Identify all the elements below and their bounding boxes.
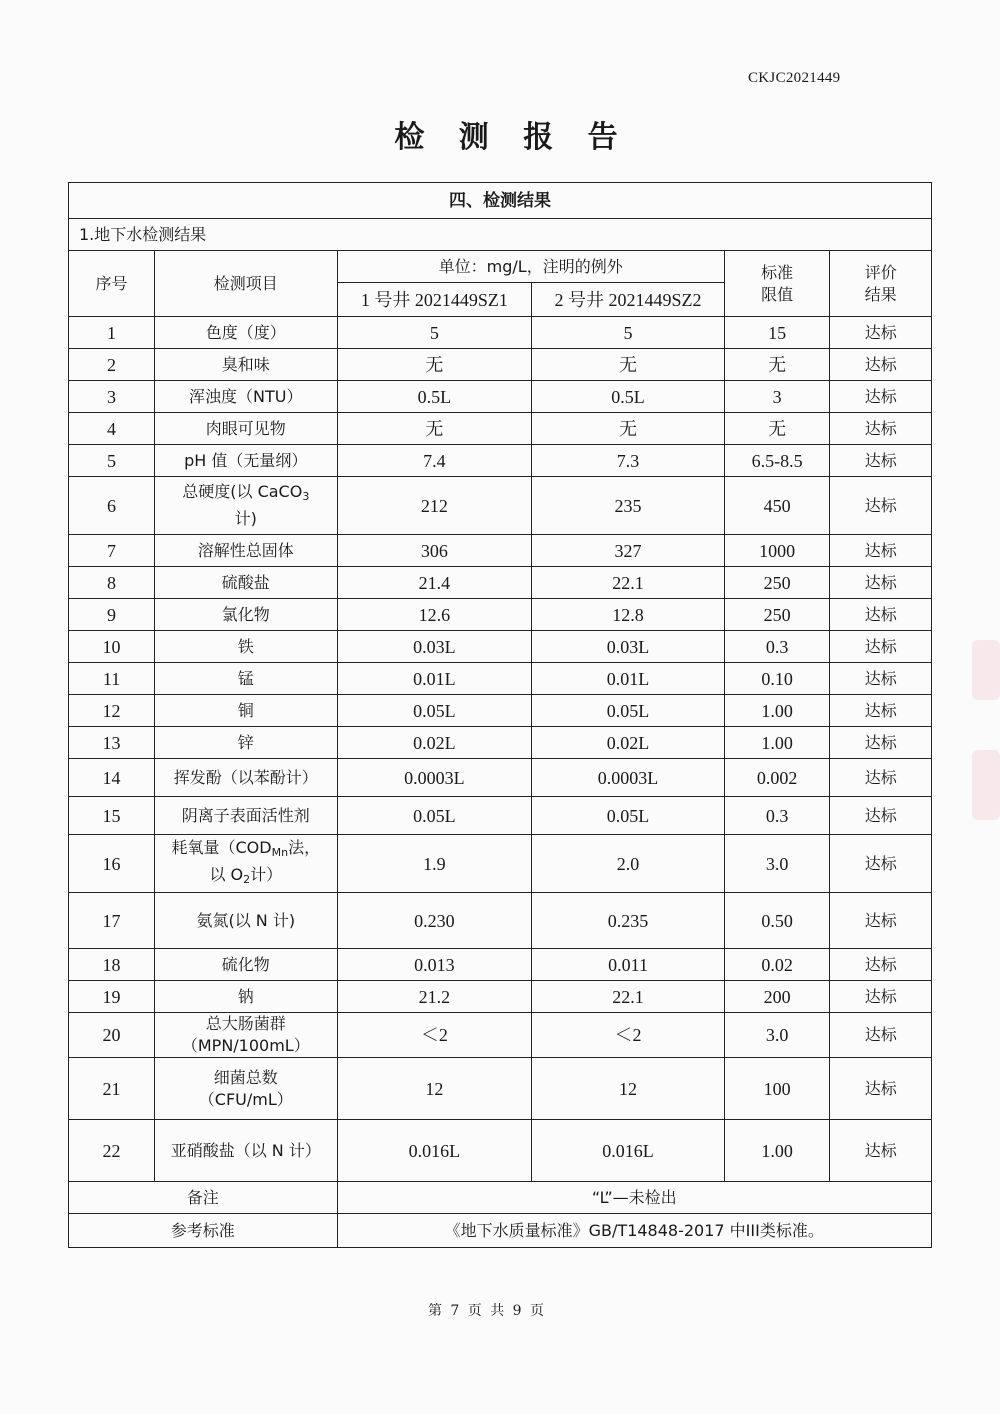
header-row-1	[69, 251, 932, 283]
table-row	[69, 631, 932, 663]
row-well2-value: 0.02L	[532, 727, 725, 759]
row-item-line1	[157, 837, 334, 864]
row-seq: 15	[69, 797, 155, 835]
row-well2-value: 0.016L	[532, 1120, 725, 1182]
row-limit: 15	[724, 317, 830, 349]
row-result: 达标	[830, 1013, 932, 1058]
row-well1-value: 306	[337, 535, 532, 567]
header-well2: 2 号井 2021449SZ2	[532, 283, 725, 317]
row-well2-value: 0.235	[532, 893, 725, 949]
row-item-line2: （MPN/100mL）	[181, 1036, 310, 1055]
row-item: 浑浊度（NTU）	[155, 381, 337, 413]
row-item-line1	[157, 1067, 334, 1089]
row-well2-value: 5	[532, 317, 725, 349]
remark-label: 备注	[69, 1182, 338, 1214]
row-item-line2: （CFU/mL）	[198, 1089, 293, 1109]
row-item-subscript: 3	[302, 490, 310, 503]
row-item: 肉眼可见物	[155, 413, 337, 445]
header-seq: 序号	[69, 251, 155, 317]
table-row	[69, 981, 932, 1013]
row-well2-value: 7.3	[532, 445, 725, 477]
row-result: 达标	[830, 349, 932, 381]
header-well1: 1 号井 2021449SZ1	[337, 283, 532, 317]
row-limit: 6.5-8.5	[724, 445, 830, 477]
row-well2-value: 0.01L	[532, 663, 725, 695]
table-row	[69, 727, 932, 759]
row-result: 达标	[830, 567, 932, 599]
row-seq: 3	[69, 381, 155, 413]
row-limit: 0.50	[724, 893, 830, 949]
row-result: 达标	[830, 1120, 932, 1182]
row-item-subscript: Mn	[271, 845, 289, 859]
row-well2-value: 12.8	[532, 599, 725, 631]
row-result: 达标	[830, 981, 932, 1013]
row-item: 钠	[155, 981, 337, 1013]
row-well1-value: 212	[337, 477, 532, 535]
row-item-text: 总大肠菌群	[205, 1014, 286, 1033]
row-well2-value: 0.05L	[532, 797, 725, 835]
row-well1-value: 7.4	[337, 445, 532, 477]
row-limit: 3.0	[724, 835, 830, 893]
row-seq: 16	[69, 835, 155, 893]
row-limit: 1.00	[724, 695, 830, 727]
reference-row	[69, 1214, 932, 1248]
row-well2-value: 0.05L	[532, 695, 725, 727]
row-seq: 22	[69, 1120, 155, 1182]
row-seq: 19	[69, 981, 155, 1013]
table-row	[69, 835, 932, 893]
row-limit: 100	[724, 1058, 830, 1120]
row-item-line2: 计)	[234, 509, 257, 528]
row-item: pH 值（无量纲）	[155, 445, 337, 477]
row-well2-value: ＜2	[532, 1013, 725, 1058]
row-seq: 7	[69, 535, 155, 567]
row-item	[155, 835, 337, 893]
row-seq: 9	[69, 599, 155, 631]
row-result: 达标	[830, 535, 932, 567]
row-result: 达标	[830, 663, 932, 695]
row-item: 挥发酚（以苯酚计）	[155, 759, 337, 797]
row-item: 硫酸盐	[155, 567, 337, 599]
row-well2-value: 22.1	[532, 567, 725, 599]
row-limit: 0.3	[724, 631, 830, 663]
table-row	[69, 1058, 932, 1120]
row-well1-value: 12.6	[337, 599, 532, 631]
subsection-title: 1.地下水检测结果	[69, 219, 932, 251]
row-result: 达标	[830, 631, 932, 663]
row-item: 氯化物	[155, 599, 337, 631]
row-item-text: 以 O	[209, 864, 244, 884]
row-item-text: 耗氧量（COD	[171, 837, 272, 857]
row-result: 达标	[830, 835, 932, 893]
row-item: 锌	[155, 727, 337, 759]
row-limit: 3	[724, 381, 830, 413]
row-well2-value: 2.0	[532, 835, 725, 893]
row-item-text: 总硬度(以 CaCO	[182, 482, 303, 501]
row-seq: 1	[69, 317, 155, 349]
row-well2-value: 0.5L	[532, 381, 725, 413]
table-row	[69, 599, 932, 631]
row-seq: 6	[69, 477, 155, 535]
row-well1-value: ＜2	[337, 1013, 532, 1058]
row-seq: 2	[69, 349, 155, 381]
row-item: 铜	[155, 695, 337, 727]
row-result: 达标	[830, 949, 932, 981]
section-title: 四、检测结果	[69, 183, 932, 219]
row-item: 锰	[155, 663, 337, 695]
row-well2-value: 无	[532, 349, 725, 381]
row-seq: 17	[69, 893, 155, 949]
row-item: 阴离子表面活性剂	[155, 797, 337, 835]
row-well2-value: 0.0003L	[532, 759, 725, 797]
header-result-line2: 结果	[864, 284, 897, 304]
row-well1-value: 无	[337, 413, 532, 445]
row-seq: 11	[69, 663, 155, 695]
reference-label: 参考标准	[69, 1214, 338, 1248]
row-item-text: 细菌总数	[213, 1067, 278, 1087]
row-well2-value: 235	[532, 477, 725, 535]
row-seq: 4	[69, 413, 155, 445]
row-item	[155, 477, 337, 535]
row-item: 臭和味	[155, 349, 337, 381]
row-result: 达标	[830, 381, 932, 413]
header-result	[830, 251, 932, 317]
row-limit: 3.0	[724, 1013, 830, 1058]
table-row	[69, 893, 932, 949]
report-number: CKJC2021449	[748, 70, 841, 86]
row-limit: 0.10	[724, 663, 830, 695]
row-limit: 200	[724, 981, 830, 1013]
row-well1-value: 0.05L	[337, 695, 532, 727]
row-limit: 250	[724, 599, 830, 631]
row-seq: 21	[69, 1058, 155, 1120]
row-limit: 1.00	[724, 1120, 830, 1182]
row-seq: 12	[69, 695, 155, 727]
row-seq: 8	[69, 567, 155, 599]
row-result: 达标	[830, 445, 932, 477]
table-row	[69, 567, 932, 599]
row-well2-value: 22.1	[532, 981, 725, 1013]
reference-value: 《地下水质量标准》GB/T14848-2017 中III类标准。	[337, 1214, 932, 1248]
row-limit: 0.3	[724, 797, 830, 835]
table-row	[69, 477, 932, 535]
table-row	[69, 949, 932, 981]
page-footer: 第 7 页 共 9 页	[427, 1303, 545, 1319]
row-limit: 1.00	[724, 727, 830, 759]
row-well1-value: 0.05L	[337, 797, 532, 835]
row-limit: 0.02	[724, 949, 830, 981]
remark-value: “L”—未检出	[337, 1182, 932, 1214]
row-limit: 450	[724, 477, 830, 535]
row-item-line2	[157, 864, 334, 891]
row-limit: 1000	[724, 535, 830, 567]
seal-stamp-fragment	[972, 640, 1000, 700]
row-well1-value: 0.013	[337, 949, 532, 981]
row-well1-value: 21.2	[337, 981, 532, 1013]
row-limit: 无	[724, 349, 830, 381]
row-well2-value: 无	[532, 413, 725, 445]
row-well1-value: 0.01L	[337, 663, 532, 695]
row-well1-value: 0.02L	[337, 727, 532, 759]
row-well2-value: 0.011	[532, 949, 725, 981]
row-limit: 无	[724, 413, 830, 445]
row-item	[155, 1013, 337, 1058]
row-seq: 14	[69, 759, 155, 797]
row-well2-value: 12	[532, 1058, 725, 1120]
table-row	[69, 535, 932, 567]
row-well1-value: 0.03L	[337, 631, 532, 663]
row-item	[155, 1058, 337, 1120]
row-result: 达标	[830, 317, 932, 349]
row-item-text: 法，	[288, 837, 321, 857]
row-item: 色度（度）	[155, 317, 337, 349]
row-well2-value: 0.03L	[532, 631, 725, 663]
report-title: 检 测 报 告	[394, 120, 630, 155]
row-result: 达标	[830, 1058, 932, 1120]
row-seq: 5	[69, 445, 155, 477]
table-row	[69, 349, 932, 381]
row-item-line1	[157, 481, 334, 508]
row-item: 溶解性总固体	[155, 535, 337, 567]
row-result: 达标	[830, 695, 932, 727]
table-row	[69, 663, 932, 695]
table-row	[69, 759, 932, 797]
results-table	[68, 182, 932, 1248]
row-well1-value: 无	[337, 349, 532, 381]
row-result: 达标	[830, 477, 932, 535]
row-result: 达标	[830, 599, 932, 631]
row-seq: 10	[69, 631, 155, 663]
table-row	[69, 797, 932, 835]
remark-row	[69, 1182, 932, 1214]
section-header-row	[69, 183, 932, 219]
row-limit: 0.002	[724, 759, 830, 797]
row-result: 达标	[830, 797, 932, 835]
table-row	[69, 413, 932, 445]
header-limit-line2: 限值	[761, 284, 794, 304]
table-row	[69, 317, 932, 349]
header-item: 检测项目	[155, 251, 337, 317]
table-row	[69, 381, 932, 413]
row-seq: 13	[69, 727, 155, 759]
row-seq: 20	[69, 1013, 155, 1058]
row-well1-value: 0.5L	[337, 381, 532, 413]
row-well1-value: 12	[337, 1058, 532, 1120]
row-item: 亚硝酸盐（以 N 计）	[155, 1120, 337, 1182]
row-well1-value: 5	[337, 317, 532, 349]
table-row	[69, 695, 932, 727]
row-result: 达标	[830, 893, 932, 949]
row-seq: 18	[69, 949, 155, 981]
row-well2-value: 327	[532, 535, 725, 567]
row-item: 铁	[155, 631, 337, 663]
header-limit-line1: 标准	[761, 262, 794, 282]
row-result: 达标	[830, 759, 932, 797]
row-result: 达标	[830, 413, 932, 445]
row-item-subscript: 2	[243, 872, 251, 886]
row-well1-value: 0.016L	[337, 1120, 532, 1182]
row-well1-value: 0.0003L	[337, 759, 532, 797]
header-result-line1: 评价	[864, 262, 897, 282]
subsection-row	[69, 219, 932, 251]
row-item: 硫化物	[155, 949, 337, 981]
table-row	[69, 1120, 932, 1182]
row-item-line1	[157, 1013, 334, 1035]
row-item-text: 计）	[250, 864, 283, 884]
table-row	[69, 445, 932, 477]
row-well1-value: 1.9	[337, 835, 532, 893]
header-limit	[724, 251, 830, 317]
seal-stamp-fragment	[972, 750, 1000, 820]
header-unit-note: 单位：mg/L，注明的例外	[337, 251, 724, 283]
row-limit: 250	[724, 567, 830, 599]
row-well1-value: 21.4	[337, 567, 532, 599]
table-row	[69, 1013, 932, 1058]
row-item: 氨氮(以 N 计)	[155, 893, 337, 949]
row-well1-value: 0.230	[337, 893, 532, 949]
row-result: 达标	[830, 727, 932, 759]
